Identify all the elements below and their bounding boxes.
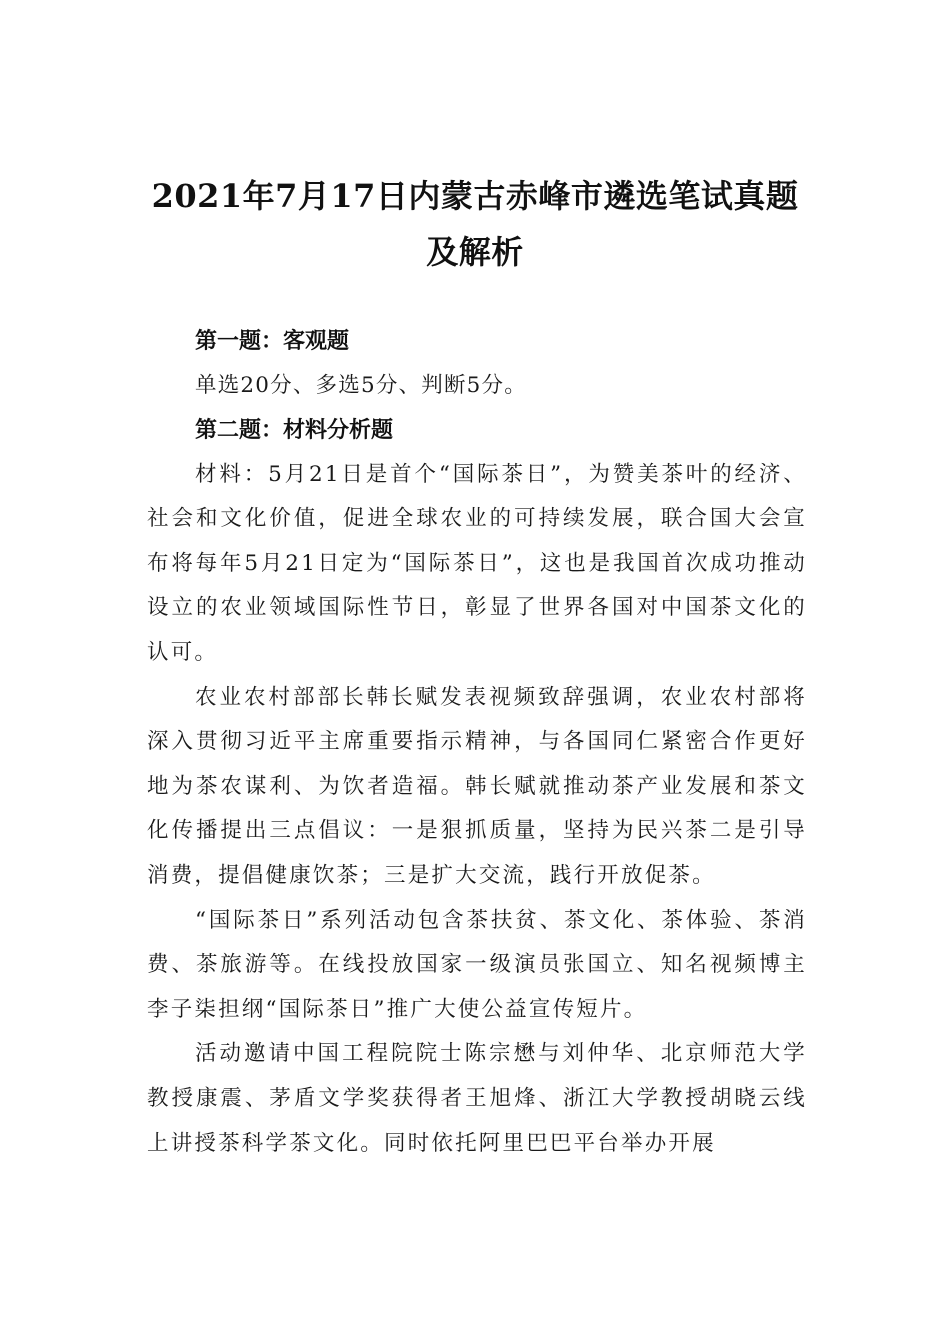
paragraph-material: 材料：5月21日是首个“国际茶日”，为赞美茶叶的经济、社会和文化价值，促进全球农业的可持续发展，联合国大会宣布将每年5月21日定为“国际茶日”，这也是我国首次成功推动设立的农业领域国际性节日，彰显了世界各国对中国茶文化的认可。: [147, 461, 807, 665]
document-title: 2021年7月17日内蒙古赤峰市遴选笔试真题及解析: [151, 177, 799, 271]
paragraph-lecturers: 活动邀请中国工程院院士陈宗懋与刘仲华、北京师范大学教授康震、茅盾文学奖获得者王旭烽、浙江大学教授胡晓云线上讲授茶科学茶文化。同时依托阿里巴巴平台举办开展: [147, 1041, 807, 1156]
paragraph-minister-speech: 农业农村部部长韩长赋发表视频致辞强调，农业农村部将深入贯彻习近平主席重要指示精神，与各国同仁紧密合作更好地为茶农谋利、为饮者造福。韩长赋就推动茶产业发展和茶文化传播提出三点倡议：一是狠抓质量，坚持为民兴茶二是引导消费，提倡健康饮茶；三是扩大交流，践行开放促茶。: [147, 684, 807, 888]
document-body: [147, 320, 807, 1166]
section-2-heading: 第二题：材料分析题: [195, 417, 394, 443]
paragraph-activities: “国际茶日”系列活动包含茶扶贫、茶文化、茶体验、茶消费、茶旅游等。在线投放国家一级演员张国立、知名视频博主李子柒担纲“国际茶日”推广大使公益宣传短片。: [147, 907, 807, 1022]
section-1-heading: 第一题：客观题: [195, 329, 350, 354]
section-1-body: 单选20分、多选5分、判断5分。: [195, 373, 527, 398]
